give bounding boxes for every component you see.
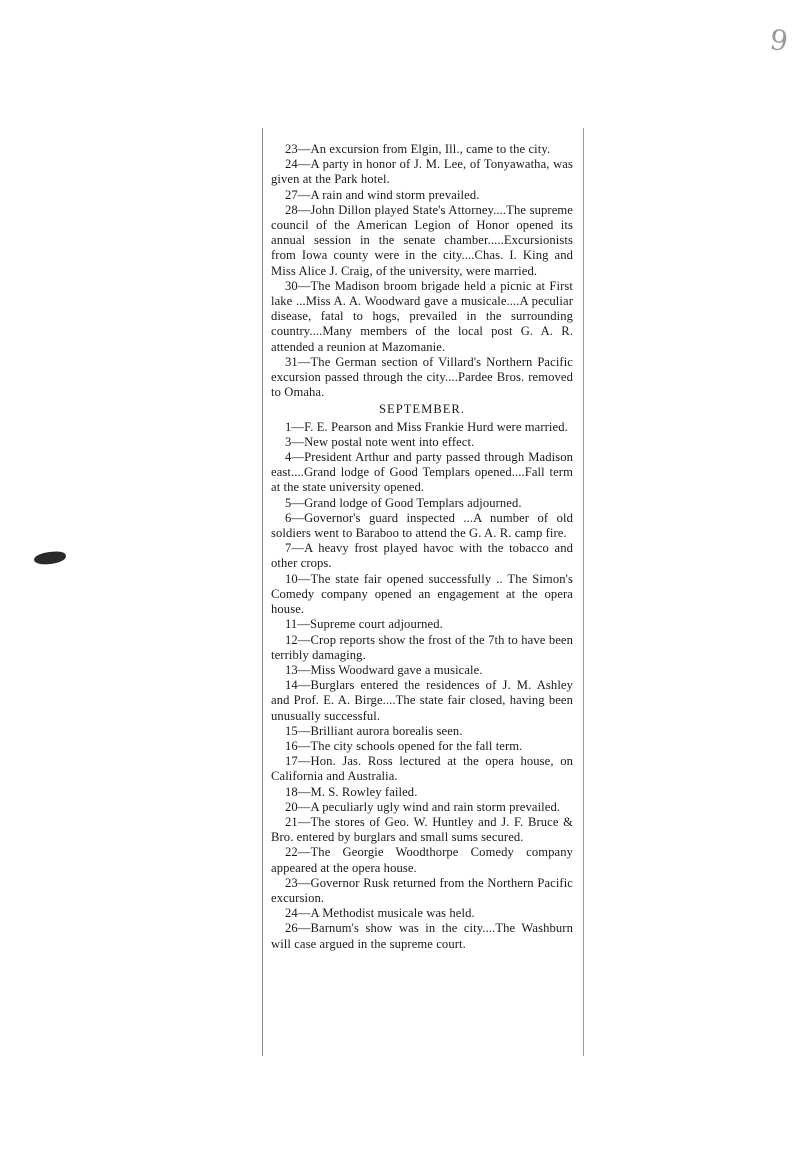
entry-day: 10 — [285, 571, 298, 586]
entry-day: 18 — [285, 784, 298, 799]
page-number: 9 — [767, 22, 791, 59]
chronology-entry: 4—President Arthur and party passed through Madison east....Grand lodge of Good Templars opened....Fall term at the state university opened. — [271, 450, 573, 495]
september-entries — [271, 420, 573, 952]
entry-text: A heavy frost played havoc with the tobacco and other crops. — [271, 541, 573, 571]
entry-day: 24 — [285, 157, 298, 172]
chronology-entry: 30—The Madison broom brigade held a picnic at First lake ...Miss A. A. Woodward gave a musicale....A peculiar disease, fatal to hogs, prevailed in the surrounding country....Many members of the local post G. A. R. attended a reunion at Mazomanie. — [271, 278, 573, 354]
ink-blot — [33, 550, 66, 565]
entry-text: F. E. Pearson and Miss Frankie Hurd were married. — [304, 419, 568, 434]
entry-text: Hon. Jas. Ross lectured at the opera house, on California and Australia. — [271, 754, 573, 784]
entry-text: Crop reports show the frost of the 7th to have been terribly damaging. — [271, 632, 573, 662]
entry-day: 14 — [285, 678, 298, 693]
chronology-entry: 7—A heavy frost played havoc with the tobacco and other crops. — [271, 541, 573, 571]
entry-day: 30 — [285, 278, 298, 293]
chronology-entry: 6—Governor's guard inspected ...A number of old soldiers went to Baraboo to attend the G. A. R. camp fire. — [271, 510, 573, 541]
entry-text: The Madison broom brigade held a picnic at First lake ...Miss A. A. Woodward gave a musicale....A peculiar disease, fatal to hogs, prevailed in the surrounding country....Many members of the local post G. A. R. attended a reunion at Mazomanie. — [271, 278, 573, 354]
chronology-entry: 1—F. E. Pearson and Miss Frankie Hurd were married. — [285, 419, 568, 434]
chronology-entry: 23—Governor Rusk returned from the Northern Pacific excursion. — [271, 875, 573, 905]
chronology-entry: 14—Burglars entered the residences of J. M. Ashley and Prof. E. A. Birge....The state fair closed, having been unusually successful. — [271, 678, 573, 723]
entry-text: Governor Rusk returned from the Northern Pacific excursion. — [271, 875, 573, 905]
entry-day: 28 — [285, 202, 298, 217]
entry-day: 26 — [285, 921, 298, 936]
entry-day: 23 — [285, 875, 298, 890]
entry-text: A party in honor of J. M. Lee, of Tonyawatha, was given at the Park hotel. — [271, 157, 573, 187]
entry-day: 15 — [285, 723, 298, 738]
chronology-entry: 13—Miss Woodward gave a musicale. — [285, 662, 483, 677]
entry-text: New postal note went into effect. — [304, 434, 475, 449]
entry-text: Barnum's show was in the city....The Washburn will case argued in the supreme court. — [271, 921, 573, 951]
entry-day: 31 — [285, 354, 298, 369]
entry-day: 3 — [285, 434, 292, 449]
chronology-entry: 18—M. S. Rowley failed. — [285, 784, 418, 799]
chronology-entry: 17—Hon. Jas. Ross lectured at the opera house, on California and Australia. — [271, 754, 573, 784]
entry-text: The Georgie Woodthorpe Comedy company appeared at the opera house. — [271, 845, 573, 875]
entry-day: 24 — [285, 906, 298, 921]
entry-text: The German section of Villard's Northern Pacific excursion passed through the city....Pardee Bros. removed to Omaha. — [271, 354, 573, 400]
entry-text: Grand lodge of Good Templars adjourned. — [304, 495, 522, 510]
entry-text: John Dillon played State's Attorney....The supreme council of the American Legion of Honor opened its annual session in the senate chamber.....Excursionists from Iowa county were in the city....Chas. I. King and Miss Alice J. Craig, of the university, were married. — [271, 202, 573, 278]
entry-text: The stores of Geo. W. Huntley and J. F. Bruce & Bro. entered by burglars and small sums secured. — [271, 814, 573, 845]
entry-text: Burglars entered the residences of J. M. Ashley and Prof. E. A. Birge....The state fair closed, having been unusually successful. — [271, 678, 573, 723]
entry-day: 13 — [285, 662, 298, 677]
chronology-entry: 28—John Dillon played State's Attorney....The supreme council of the American Legion of Honor opened its annual session in the senate chamber.....Excursionists from Iowa county were in the city....Chas. I. King and Miss Alice J. Craig, of the university, were married. — [271, 202, 573, 278]
entry-text: President Arthur and party passed through Madison east....Grand lodge of Good Templars opened....Fall term at the state university opened. — [271, 450, 573, 495]
chronology-entry: 27—A rain and wind storm prevailed. — [285, 187, 480, 202]
entry-day: 17 — [285, 754, 298, 769]
entry-day: 23 — [285, 142, 298, 156]
entry-text: M. S. Rowley failed. — [310, 784, 418, 799]
entry-day: 27 — [285, 187, 298, 202]
entry-text: Brilliant aurora borealis seen. — [310, 723, 463, 738]
entry-text: Supreme court adjourned. — [310, 617, 443, 632]
entry-day: 7 — [285, 541, 292, 556]
month-heading: SEPTEMBER. — [379, 402, 465, 417]
entry-day: 11 — [285, 617, 298, 632]
entry-day: 22 — [285, 845, 298, 860]
chronology-entry: 3—New postal note went into effect. — [285, 434, 475, 449]
entry-day: 21 — [285, 814, 298, 829]
chronology-entry: 12—Crop reports show the frost of the 7th to have been terribly damaging. — [271, 632, 573, 662]
entry-text: A Methodist musicale was held. — [310, 906, 475, 921]
chronology-entry: 24—A party in honor of J. M. Lee, of Tonyawatha, was given at the Park hotel. — [271, 157, 573, 187]
entry-text: A peculiarly ugly wind and rain storm prevailed. — [310, 799, 561, 814]
chronology-entry: 26—Barnum's show was in the city....The Washburn will case argued in the supreme court. — [271, 921, 573, 951]
chronology-entry: 16—The city schools opened for the fall term. — [285, 738, 523, 753]
chronology-entry: 20—A peculiarly ugly wind and rain storm prevailed. — [285, 799, 561, 814]
chronology-entry: 11—Supreme court adjourned. — [285, 617, 443, 632]
entry-day: 16 — [285, 738, 298, 753]
chronology-entry: 21—The stores of Geo. W. Huntley and J. F. Bruce & Bro. entered by burglars and small sums secured. — [271, 814, 573, 845]
newspaper-clipping — [262, 128, 584, 1056]
august-entries — [271, 142, 573, 400]
chronology-entry: 5—Grand lodge of Good Templars adjourned. — [285, 495, 522, 510]
entry-day: 4 — [285, 450, 292, 465]
chronology-entry: 24—A Methodist musicale was held. — [285, 906, 475, 921]
entry-day: 12 — [285, 632, 298, 647]
entry-text: A rain and wind storm prevailed. — [310, 187, 480, 202]
entry-day: 5 — [285, 495, 292, 510]
entry-text: The city schools opened for the fall term. — [310, 738, 523, 753]
chronology-entry: 10—The state fair opened successfully .. The Simon's Comedy company opened an engagement at the opera house. — [271, 571, 573, 617]
entry-text: Miss Woodward gave a musicale. — [310, 662, 483, 677]
entry-day: 20 — [285, 799, 298, 814]
entry-text: The state fair opened successfully .. The Simon's Comedy company opened an engagement at the opera house. — [271, 571, 573, 617]
entry-text: An excursion from Elgin, Ill., came to the city. — [310, 142, 551, 156]
entry-day: 6 — [285, 510, 292, 525]
entry-text: Governor's guard inspected ...A number of old soldiers went to Baraboo to attend the G. A. R. camp fire. — [271, 510, 573, 541]
entry-day: 1 — [285, 419, 292, 434]
chronology-entry: 23—An excursion from Elgin, Ill., came to the city. — [285, 142, 551, 156]
chronology-entry: 15—Brilliant aurora borealis seen. — [285, 723, 463, 738]
chronology-entry: 22—The Georgie Woodthorpe Comedy company appeared at the opera house. — [271, 845, 573, 875]
chronology-entry: 31—The German section of Villard's Northern Pacific excursion passed through the city....Pardee Bros. removed to Omaha. — [271, 354, 573, 400]
